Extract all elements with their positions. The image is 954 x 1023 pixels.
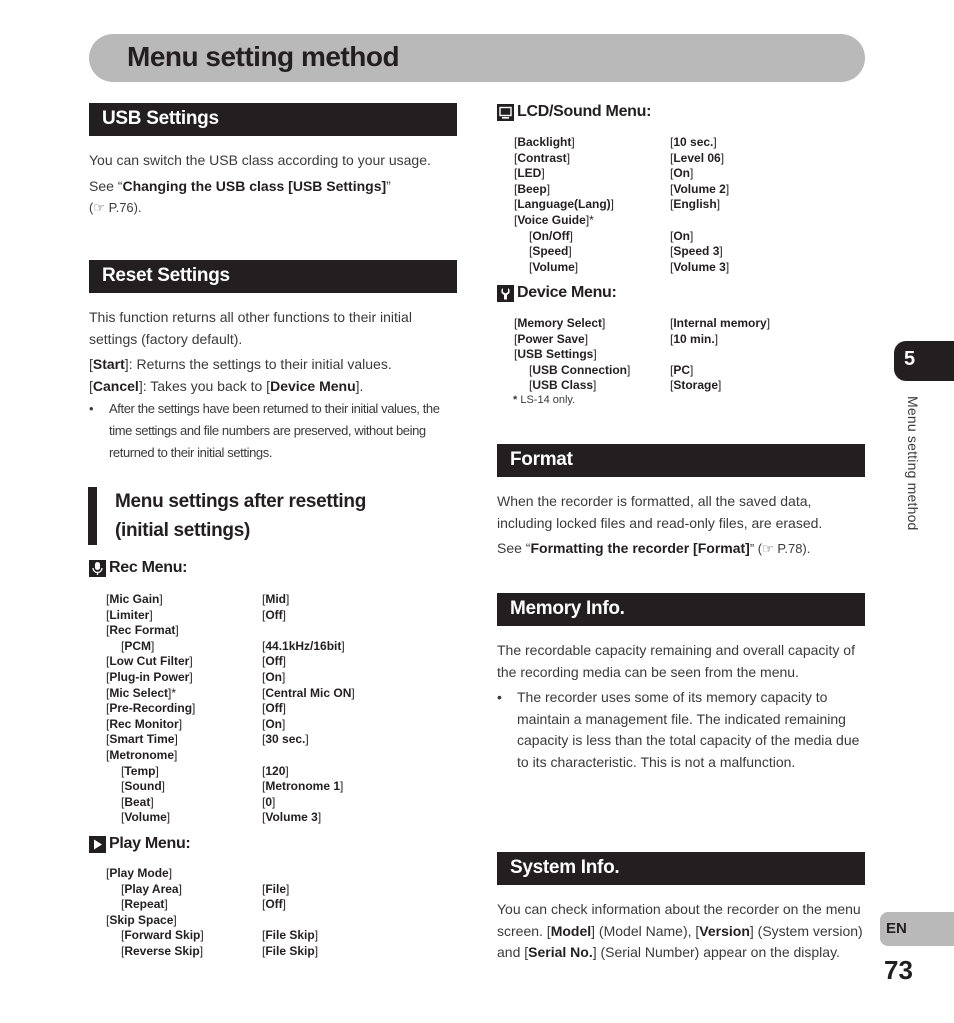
menu-item-value: [0]	[262, 794, 276, 809]
system-info-body	[497, 899, 867, 964]
memory-info-heading: Memory Info.	[497, 593, 865, 626]
device-menu-list	[514, 316, 844, 394]
menu-row	[514, 332, 844, 348]
menu-row	[106, 686, 406, 702]
microphone-icon	[89, 560, 106, 577]
reset-settings-heading: Reset Settings	[89, 260, 457, 293]
menu-row	[106, 732, 406, 748]
menu-item-label: [Beat]	[121, 794, 154, 809]
cancel-key: Cancel	[92, 377, 139, 394]
lcd-menu-list	[514, 135, 844, 275]
menu-item-value: [Level 06]	[670, 150, 725, 165]
menu-row	[106, 810, 406, 826]
menu-item-label: [Metronome]	[106, 747, 178, 762]
usb-settings-link[interactable]: Changing the USB class [USB Settings]	[122, 177, 387, 194]
start-key: Start	[92, 356, 125, 372]
format-desc: When the recorder is formatted, all the saved data, including locked files and read-only files, are erased.	[497, 493, 823, 531]
menu-item-value: [Off]	[262, 654, 287, 669]
menu-row	[106, 779, 406, 795]
play-menu-heading: Play Menu:	[89, 835, 190, 853]
menu-item-label: [Speed]	[529, 244, 572, 259]
menu-row	[106, 608, 406, 624]
menu-item-label: [PCM]	[121, 638, 155, 653]
menu-item-label: [Repeat]	[121, 897, 168, 912]
memory-info-body	[497, 640, 867, 773]
usb-settings-body	[89, 150, 461, 219]
menu-item-value: [10 min.]	[670, 331, 719, 346]
reset-note: • After the settings have been returned to their initial values, the time settings and file numbers are preserved, without being returned to their initial settings.	[89, 398, 459, 464]
format-see: See “Formatting the recorder [Format]” (☞ P.78).	[497, 540, 811, 556]
menu-item-label: [On/Off]	[529, 228, 574, 243]
menu-item-label: [Rec Format]	[106, 623, 179, 638]
menu-row	[514, 213, 844, 229]
menu-item-value: [Off]	[262, 897, 287, 912]
menu-item-value: [Volume 3]	[262, 810, 322, 825]
menu-row	[106, 882, 406, 898]
menu-item-label: [Skip Space]	[106, 912, 177, 927]
usb-settings-heading: USB Settings	[89, 103, 457, 136]
menu-item-label: [Sound]	[121, 779, 166, 794]
menu-item-label: [Voice Guide]*	[514, 212, 594, 227]
menu-row	[106, 592, 406, 608]
menu-row	[514, 347, 844, 363]
format-heading: Format	[497, 444, 865, 477]
menu-item-label: [Volume]	[121, 810, 171, 825]
menu-row	[514, 244, 844, 260]
menu-row	[514, 182, 844, 198]
menu-row	[514, 378, 844, 394]
usb-settings-text: You can switch the USB class according to your usage.	[89, 152, 431, 168]
system-desc: You can check information about the recorder on the menu screen. [Model] (Model Name), [Version] (System version) and [Serial No.] (Serial Number) appear on the display.	[497, 901, 863, 960]
menu-item-value: [Storage]	[670, 378, 722, 393]
menu-row	[514, 166, 844, 182]
reset-desc: This function returns all other functions to their initial settings (factory default).	[89, 309, 412, 347]
menu-item-value: [10 sec.]	[670, 135, 717, 149]
menu-item-label: [Temp]	[121, 763, 159, 778]
menu-item-value: [Off]	[262, 701, 287, 716]
menu-item-value: [File Skip]	[262, 943, 319, 958]
menu-row	[514, 197, 844, 213]
menu-item-label: [Power Save]	[514, 331, 589, 346]
menu-item-label: [Reverse Skip]	[121, 943, 204, 958]
menu-item-label: [USB Class]	[529, 378, 597, 393]
menu-item-value: [English]	[670, 197, 721, 212]
menu-row	[106, 639, 406, 655]
menu-row	[514, 229, 844, 245]
reset-cancel-line: [Cancel]: Takes you back to [Device Menu].	[89, 377, 364, 394]
menu-row	[106, 654, 406, 670]
menu-item-value: [PC]	[670, 362, 694, 377]
menu-row	[106, 670, 406, 686]
memory-note: • The recorder uses some of its memory capacity to maintain a management file. The indicated remaining capacity is less than the total capacity of the media due to its characteristic. This is not a malfunction.	[497, 687, 867, 773]
menu-item-label: [Volume]	[529, 259, 579, 274]
menu-row	[514, 363, 844, 379]
system-info-heading: System Info.	[497, 852, 865, 885]
menu-item-label: [Smart Time]	[106, 732, 178, 747]
page-number: 73	[884, 955, 913, 985]
format-body	[497, 491, 867, 560]
rec-menu-list	[106, 592, 406, 826]
menu-item-value: [Off]	[262, 607, 287, 622]
menu-row	[106, 701, 406, 717]
ls14-note: * LS-14 only.	[513, 394, 576, 406]
menu-item-value: [Speed 3]	[670, 244, 723, 259]
menu-item-value: [Volume 2]	[670, 181, 730, 196]
menu-item-label: [USB Connection]	[529, 362, 631, 377]
language-tab: EN	[880, 912, 954, 946]
play-icon	[89, 836, 106, 853]
menu-item-value: [Volume 3]	[670, 259, 730, 274]
play-menu-list	[106, 866, 406, 960]
menu-item-value: [File Skip]	[262, 928, 319, 943]
menu-item-label: [Pre-Recording]	[106, 701, 196, 716]
menu-row	[106, 913, 406, 929]
menu-item-value: [Central Mic ON]	[262, 685, 355, 700]
menu-item-value: [On]	[262, 669, 286, 684]
menu-row	[106, 928, 406, 944]
menu-item-label: [Rec Monitor]	[106, 716, 183, 731]
menu-item-value: [30 sec.]	[262, 732, 309, 747]
menu-row	[514, 135, 844, 151]
menu-item-label: [Contrast]	[514, 150, 571, 165]
page-title: Menu setting method	[127, 41, 400, 72]
menu-item-label: [Language(Lang)]	[514, 197, 615, 212]
menu-item-label: [Plug-in Power]	[106, 669, 193, 684]
monitor-icon	[497, 104, 514, 121]
menu-item-label: [LED]	[514, 166, 545, 181]
reset-settings-body	[89, 307, 459, 464]
menu-row	[106, 748, 406, 764]
chapter-tab: 5	[894, 341, 954, 381]
menu-row	[514, 260, 844, 276]
menu-item-label: [Mic Select]*	[106, 685, 177, 700]
menu-item-label: [Play Area]	[121, 881, 182, 896]
device-menu-heading: Device Menu:	[497, 284, 617, 302]
menu-item-value: [On]	[262, 716, 286, 731]
menu-row	[106, 897, 406, 913]
menu-item-label: [Play Mode]	[106, 866, 173, 880]
menu-item-label: [Low Cut Filter]	[106, 654, 193, 669]
menu-item-value: [Mid]	[262, 592, 290, 606]
menu-item-label: [Mic Gain]	[106, 592, 163, 606]
lcd-menu-heading: LCD/Sound Menu:	[497, 103, 651, 121]
menu-row	[106, 866, 406, 882]
wrench-icon	[497, 285, 514, 302]
title-bar	[89, 34, 865, 82]
menu-item-value: [File]	[262, 881, 290, 896]
menu-item-label: [USB Settings]	[514, 347, 597, 362]
after-reset-heading: Menu settings after resetting (initial settings)	[88, 487, 455, 545]
format-link[interactable]: Formatting the recorder [Format]	[530, 540, 750, 556]
menu-row	[514, 316, 844, 332]
menu-row	[514, 151, 844, 167]
menu-row	[106, 623, 406, 639]
usb-settings-ref: (☞ P.76).	[89, 200, 142, 215]
menu-item-label: [Limiter]	[106, 607, 153, 622]
menu-row	[106, 795, 406, 811]
menu-item-label: [Forward Skip]	[121, 928, 204, 943]
menu-item-value: [44.1kHz/16bit]	[262, 638, 345, 653]
menu-item-label: [Memory Select]	[514, 316, 606, 330]
chapter-label: Menu setting method	[905, 396, 921, 531]
menu-row	[106, 944, 406, 960]
reset-start-line: [Start]: Returns the settings to their initial values.	[89, 356, 392, 372]
usb-settings-see: See “Changing the USB class [USB Settings]”	[89, 177, 391, 194]
menu-row	[106, 717, 406, 733]
menu-item-value: [On]	[670, 228, 694, 243]
menu-item-value: [On]	[670, 166, 694, 181]
menu-item-value: [Internal memory]	[670, 316, 771, 330]
menu-item-label: [Backlight]	[514, 135, 575, 149]
menu-row	[106, 764, 406, 780]
rec-menu-heading: Rec Menu:	[89, 559, 187, 577]
menu-item-label: [Beep]	[514, 181, 551, 196]
memory-desc: The recordable capacity remaining and overall capacity of the recording media can be seen from the menu.	[497, 642, 855, 680]
menu-item-value: [Metronome 1]	[262, 779, 344, 794]
menu-item-value: [120]	[262, 763, 289, 778]
